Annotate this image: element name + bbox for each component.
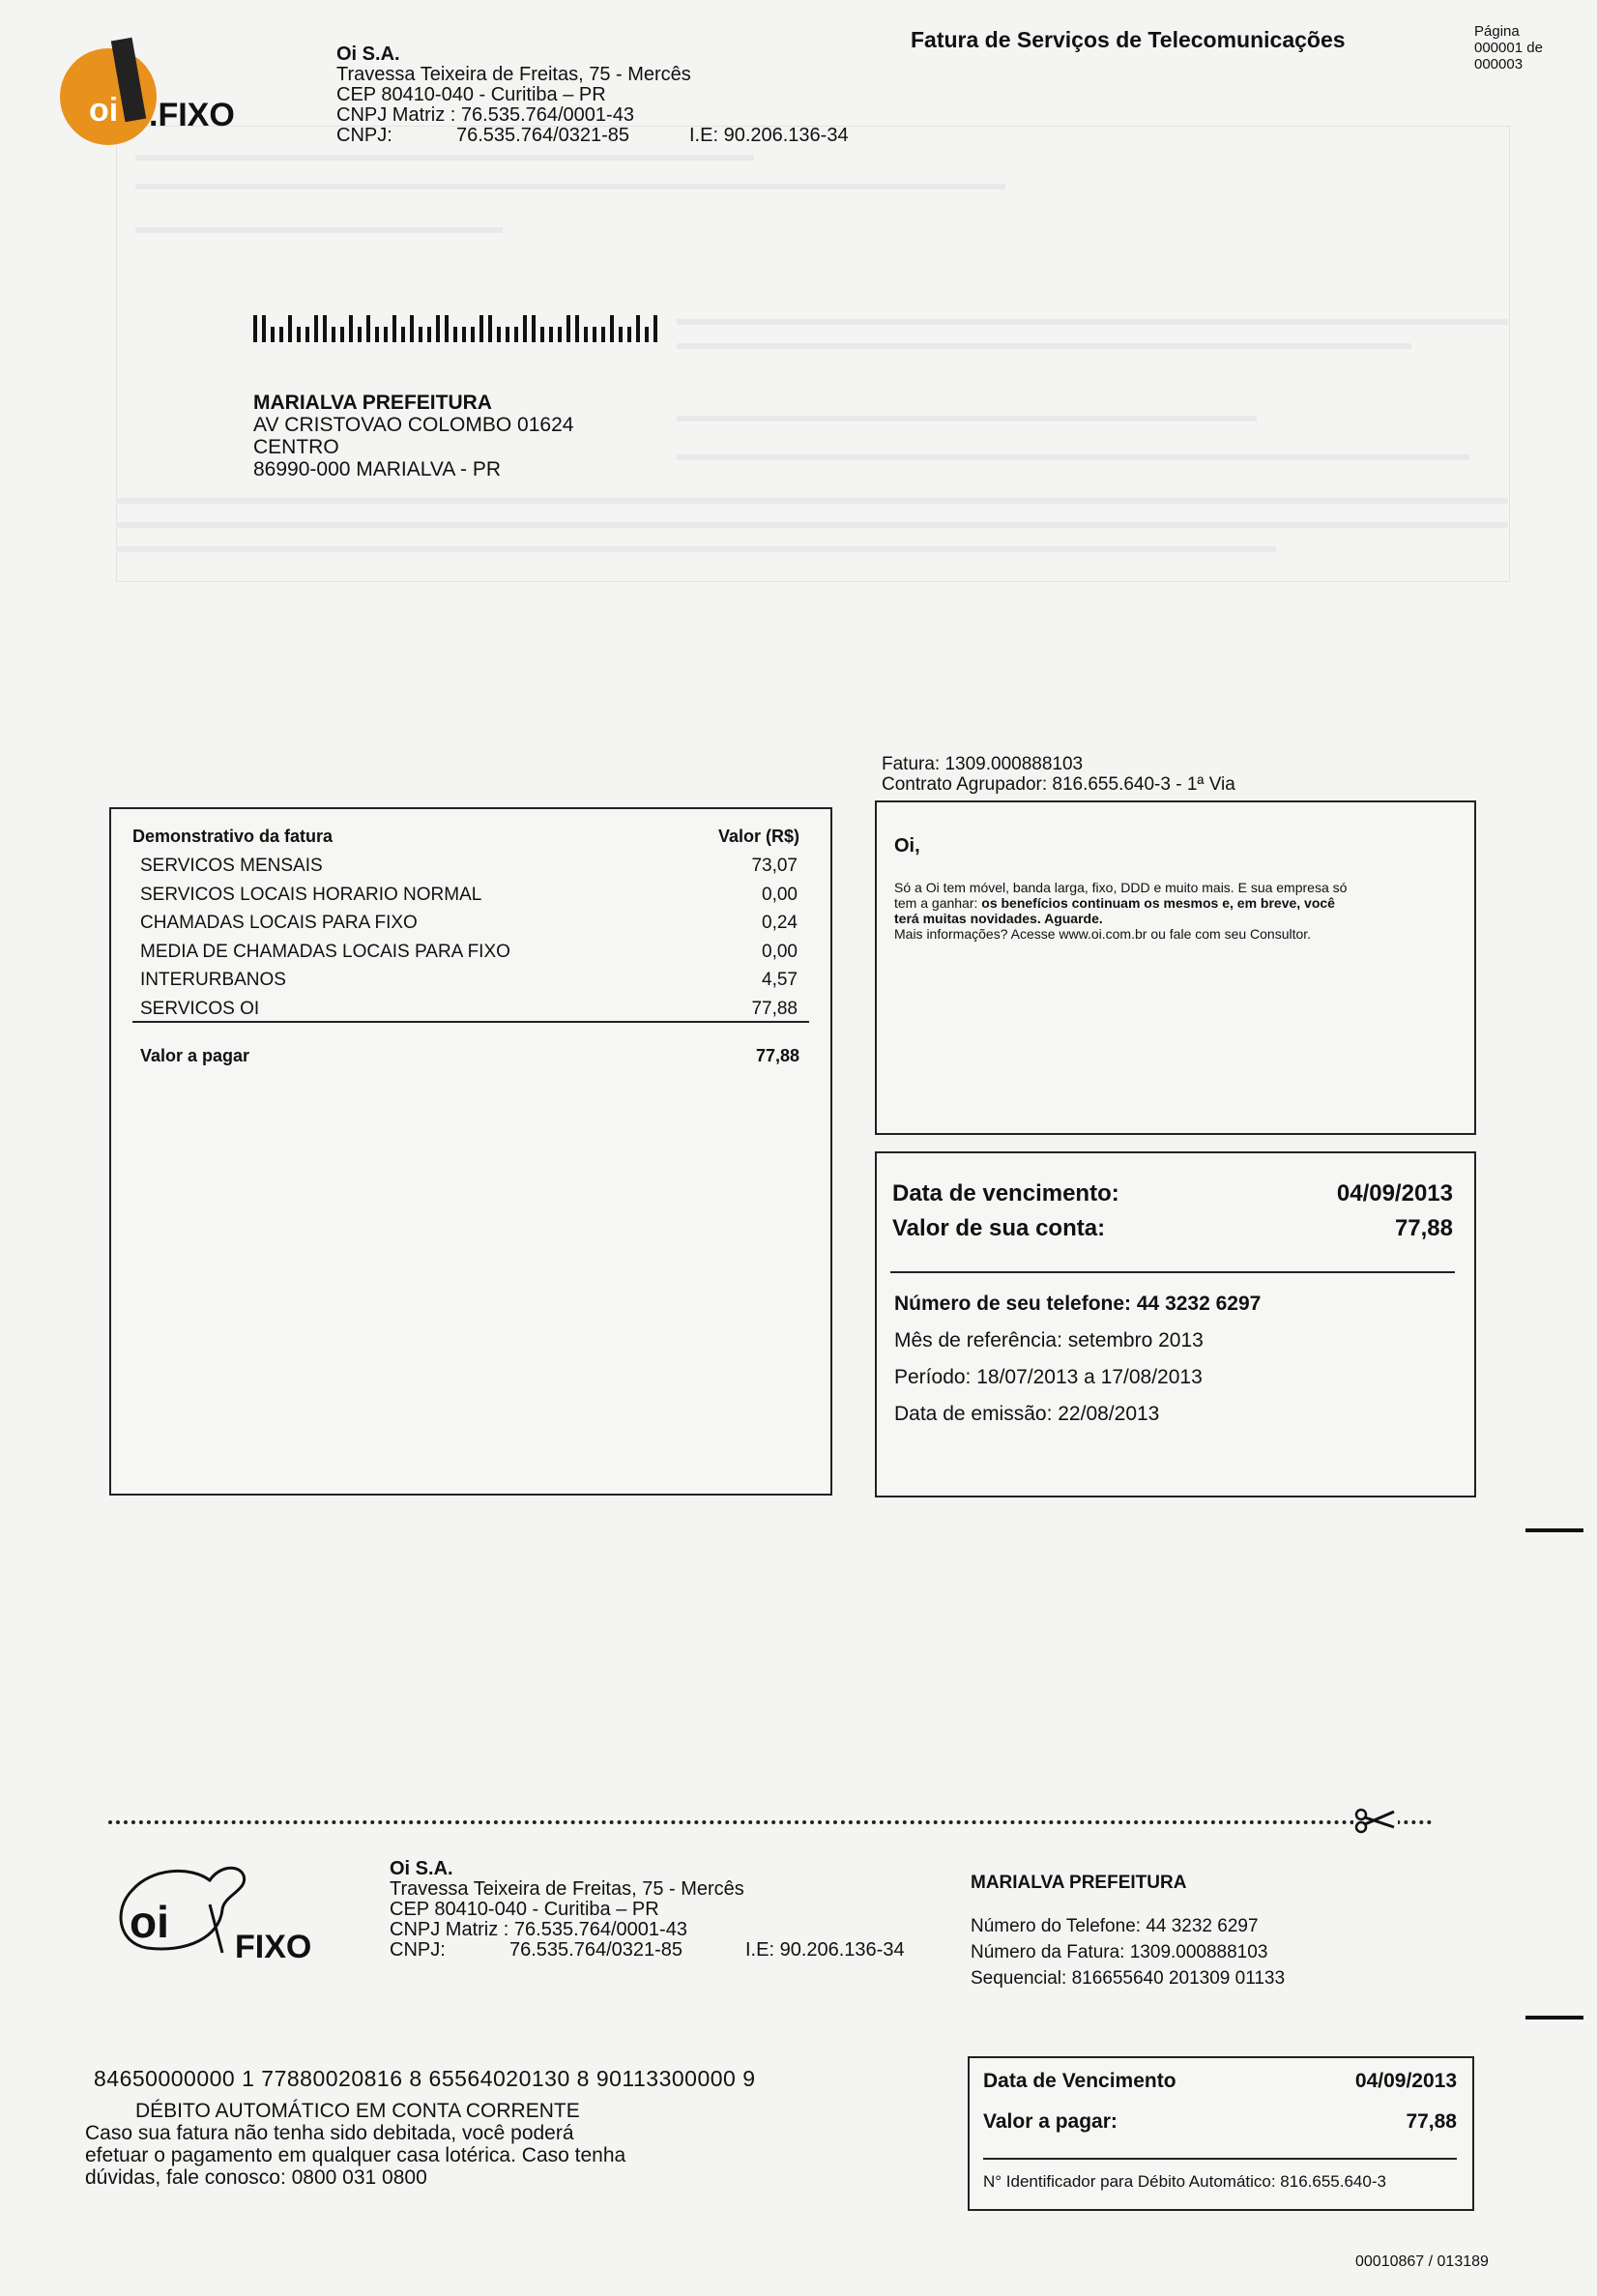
logo-product-text: .FIXO xyxy=(149,97,235,133)
message-line-2 xyxy=(894,895,1465,911)
page-number: 000001 de xyxy=(1474,40,1543,56)
barcode-bar xyxy=(506,327,509,342)
contract-number: Contrato Agrupador: 816.655.640-3 - 1ª Via xyxy=(882,774,1235,795)
page-total: 000003 xyxy=(1474,56,1524,73)
ghost-line xyxy=(135,155,754,160)
due-date-value: 04/09/2013 xyxy=(1336,1180,1453,1206)
recipient-block xyxy=(253,392,573,480)
ghost-line xyxy=(116,546,1276,552)
company-ie: I.E: 90.206.136-34 xyxy=(689,125,849,146)
page-indicator xyxy=(1474,23,1543,73)
barcode-bar xyxy=(410,315,414,342)
barcode-bar xyxy=(514,327,518,342)
barcode-bar xyxy=(445,315,449,342)
stub-debit-title: DÉBITO AUTOMÁTICO EM CONTA CORRENTE xyxy=(135,2100,580,2122)
barcode-bar xyxy=(523,315,527,342)
barcode-bar xyxy=(558,327,562,342)
ghost-line xyxy=(677,319,1508,325)
stub-address-1: Travessa Teixeira de Freitas, 75 - Mercês xyxy=(390,1878,744,1900)
item-value: 0,00 xyxy=(762,884,798,905)
message-line-2a: tem a ganhar: xyxy=(894,895,982,911)
page-label: Página xyxy=(1474,23,1520,40)
phone-number: Número de seu telefone: 44 3232 6297 xyxy=(894,1293,1262,1315)
item-label: SERVICOS OI xyxy=(140,998,260,1019)
statement-item xyxy=(140,995,798,1024)
postal-barcode xyxy=(253,311,679,350)
ghost-line xyxy=(116,498,1508,504)
company-address-2: CEP 80410-040 - Curitiba – PR xyxy=(336,84,606,105)
statement-item xyxy=(140,909,798,938)
item-value: 77,88 xyxy=(751,998,798,1019)
statement-divider xyxy=(132,1021,809,1023)
message-body xyxy=(894,880,1465,942)
barcode-bar xyxy=(384,327,388,342)
statement-items xyxy=(140,852,798,1023)
barcode-bar xyxy=(305,327,309,342)
barcode-bar xyxy=(340,327,344,342)
company-address-1: Travessa Teixeira de Freitas, 75 - Mercês xyxy=(336,64,691,85)
statement-total-value: 77,88 xyxy=(755,1046,799,1065)
stub-divider xyxy=(983,2158,1457,2160)
header-logo xyxy=(60,39,292,145)
message-greeting: Oi, xyxy=(894,835,920,857)
message-line-1: Só a Oi tem móvel, banda larga, fixo, DDD e muito mais. E sua empresa só xyxy=(894,880,1348,895)
message-box xyxy=(875,800,1476,1135)
ghost-line xyxy=(135,227,503,233)
stub-debit-info xyxy=(85,2100,625,2189)
stub-amount-label: Valor a pagar: xyxy=(983,2110,1118,2133)
barcode-bar xyxy=(593,327,596,342)
recipient-name: MARIALVA PREFEITURA xyxy=(253,392,492,414)
barcode-bar xyxy=(419,327,422,342)
stub-debit-id: N° Identificador para Débito Automático: 816.655.640-3 xyxy=(983,2172,1386,2191)
invoice-number: Fatura: 1309.000888103 xyxy=(882,754,1084,774)
ghost-line xyxy=(677,416,1257,421)
barcode-bar xyxy=(601,327,605,342)
stub-due-value: 04/09/2013 xyxy=(1354,2070,1457,2092)
barcode-bar xyxy=(262,315,266,342)
stub-address-2: CEP 80410-040 - Curitiba – PR xyxy=(390,1899,659,1920)
barcode-bar xyxy=(453,327,457,342)
stub-client-name: MARIALVA PREFEITURA xyxy=(971,1873,1187,1893)
summary-details xyxy=(894,1286,1261,1433)
company-cnpj-matriz: CNPJ Matriz : 76.535.764/0001-43 xyxy=(336,104,634,126)
recipient-street: AV CRISTOVAO COLOMBO 01624 xyxy=(253,414,574,436)
header-company-block xyxy=(336,44,878,146)
barcode-bar xyxy=(349,315,353,342)
ghost-line xyxy=(677,343,1411,349)
issue-date: Data de emissão: 22/08/2013 xyxy=(894,1403,1160,1425)
amount-value: 77,88 xyxy=(1394,1215,1453,1241)
barcode-bar xyxy=(627,327,631,342)
barcode-bar xyxy=(314,315,318,342)
stub-due-label: Data de Vencimento xyxy=(983,2070,1176,2092)
barcode-bar xyxy=(279,327,283,342)
logo-brand-text: oi xyxy=(89,92,119,129)
item-label: MEDIA DE CHAMADAS LOCAIS PARA FIXO xyxy=(140,941,510,962)
barcode-bar xyxy=(575,315,579,342)
stub-cnpj-matriz: CNPJ Matriz : 76.535.764/0001-43 xyxy=(390,1919,687,1940)
invoice-meta xyxy=(882,754,1235,795)
item-label: CHAMADAS LOCAIS PARA FIXO xyxy=(140,913,418,933)
statement-item xyxy=(140,938,798,967)
summary-divider xyxy=(890,1271,1455,1273)
scissors-icon xyxy=(1353,1806,1398,1835)
item-value: 0,00 xyxy=(762,941,798,962)
ghost-showthrough-box xyxy=(116,126,1510,582)
barcode-bar xyxy=(636,315,640,342)
statement-box xyxy=(109,807,832,1496)
ghost-line xyxy=(116,522,1508,528)
stub-logo-brand: oi xyxy=(130,1897,169,1947)
stub-amount-value: 77,88 xyxy=(1406,2110,1457,2133)
billing-period: Período: 18/07/2013 a 17/08/2013 xyxy=(894,1366,1203,1388)
ghost-line xyxy=(135,184,1005,189)
ghost-line xyxy=(677,454,1469,460)
statement-header-value: Valor (R$) xyxy=(717,827,799,846)
barcode-bar xyxy=(366,315,370,342)
message-line-4: Mais informações? Acesse www.oi.com.br ou fale com seu Consultor. xyxy=(894,926,1312,942)
statement-item xyxy=(140,966,798,995)
stub-payment-box xyxy=(968,2056,1474,2211)
statement-header-label: Demonstrativo da fatura xyxy=(132,827,334,846)
message-line-2b: os benefícios continuam os mesmos e, em breve, você xyxy=(981,895,1335,911)
barcode-bar xyxy=(549,327,553,342)
item-label: SERVICOS LOCAIS HORARIO NORMAL xyxy=(140,884,482,905)
statement-item xyxy=(140,852,798,881)
item-label: INTERURBANOS xyxy=(140,970,286,990)
item-label: SERVICOS MENSAIS xyxy=(140,856,323,876)
barcode-bar xyxy=(401,327,405,342)
message-line-3: terá muitas novidades. Aguarde. xyxy=(894,911,1103,926)
barcode-bar xyxy=(653,315,657,342)
recipient-district: CENTRO xyxy=(253,436,339,458)
barcode-bar xyxy=(479,315,483,342)
item-value: 0,24 xyxy=(762,913,798,933)
reference-month: Mês de referência: setembro 2013 xyxy=(894,1329,1204,1351)
stub-barcode-digits: 84650000000 1 77880020816 8 65564020130 8 90113300000 9 xyxy=(94,2066,756,2091)
company-cnpj-label: CNPJ: xyxy=(336,125,392,146)
footer-code: 00010867 / 013189 xyxy=(1355,2253,1489,2270)
barcode-bar xyxy=(375,327,379,342)
barcode-bar xyxy=(427,327,431,342)
barcode-bar xyxy=(297,327,301,342)
stub-company-block xyxy=(390,1859,931,1961)
statement-item xyxy=(140,881,798,910)
item-value: 4,57 xyxy=(762,970,798,990)
stub-company-name: Oi S.A. xyxy=(390,1858,453,1879)
barcode-bar xyxy=(645,327,649,342)
stub-sequence: Sequencial: 816655640 201309 01133 xyxy=(971,1968,1286,1989)
barcode-bar xyxy=(540,327,544,342)
company-cnpj-value: 76.535.764/0321-85 xyxy=(456,125,630,146)
cut-line xyxy=(108,1820,1433,1824)
barcode-bar xyxy=(332,327,335,342)
item-value: 73,07 xyxy=(751,856,798,876)
barcode-bar xyxy=(471,327,475,342)
recipient-city: 86990-000 MARIALVA - PR xyxy=(253,458,502,480)
barcode-bar xyxy=(392,315,396,342)
summary-box xyxy=(875,1151,1476,1497)
stub-debit-text-3: dúvidas, fale conosco: 0800 031 0800 xyxy=(85,2166,427,2189)
stub-debit-text-1: Caso sua fatura não tenha sido debitada, você poderá xyxy=(85,2122,574,2144)
barcode-bar xyxy=(253,315,257,342)
barcode-bar xyxy=(436,315,440,342)
barcode-bar xyxy=(358,327,362,342)
company-name: Oi S.A. xyxy=(336,44,400,65)
statement-total-label: Valor a pagar xyxy=(140,1046,250,1065)
stub-client-block xyxy=(971,1873,1285,1991)
barcode-bar xyxy=(271,327,275,342)
barcode-bar xyxy=(462,327,466,342)
barcode-bar xyxy=(610,315,614,342)
stub-cnpj-label: CNPJ: xyxy=(390,1939,446,1961)
stub-debit-text-2: efetuar o pagamento em qualquer casa lotérica. Caso tenha xyxy=(85,2144,626,2166)
barcode-bar xyxy=(619,327,623,342)
barcode-bar xyxy=(323,315,327,342)
stub-invoice-number: Número da Fatura: 1309.000888103 xyxy=(971,1942,1268,1962)
stub-logo-product: FIXO xyxy=(235,1929,312,1965)
barcode-bar xyxy=(497,327,501,342)
stub-ie: I.E: 90.206.136-34 xyxy=(745,1939,905,1961)
barcode-bar xyxy=(532,315,536,342)
stub-phone: Número do Telefone: 44 3232 6297 xyxy=(971,1916,1259,1936)
barcode-bar xyxy=(566,315,570,342)
barcode-bar xyxy=(288,315,292,342)
barcode-bar xyxy=(488,315,492,342)
due-date-label: Data de vencimento: xyxy=(892,1180,1119,1206)
invoice-title: Fatura de Serviços de Telecomunicações xyxy=(911,27,1346,52)
fold-mark xyxy=(1525,1528,1583,1532)
amount-label: Valor de sua conta: xyxy=(892,1215,1106,1241)
fold-mark xyxy=(1525,2016,1583,2020)
stub-cnpj-value: 76.535.764/0321-85 xyxy=(509,1939,683,1961)
barcode-bar xyxy=(584,327,588,342)
